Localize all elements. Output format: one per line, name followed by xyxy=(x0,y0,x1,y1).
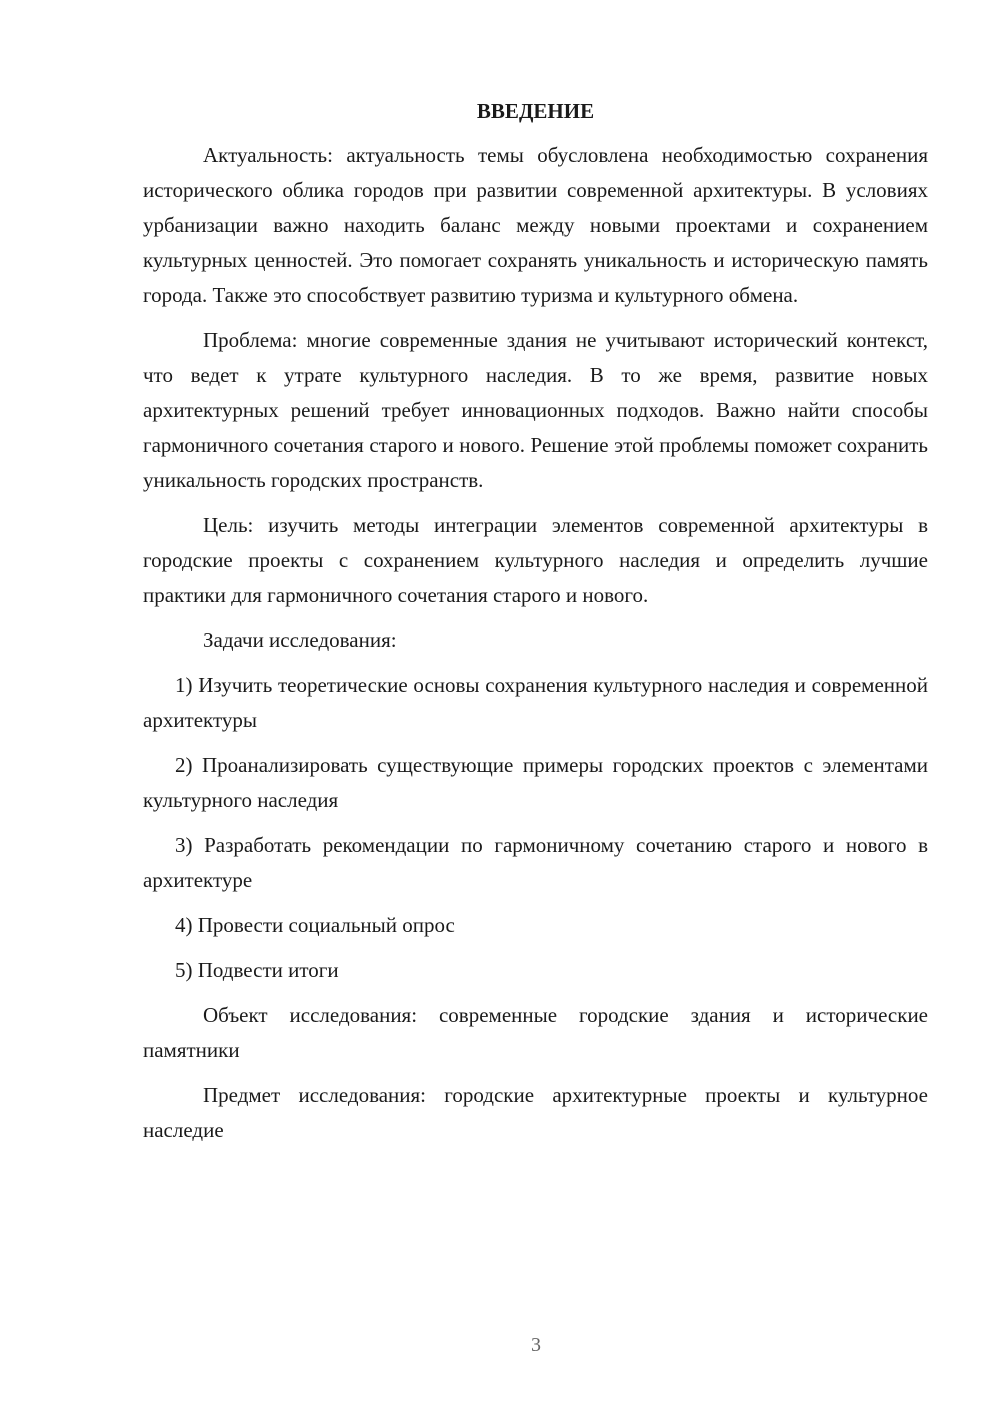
task-item: 3) Разработать рекомендации по гармоничному сочетанию старого и нового в архитектуре xyxy=(143,833,928,892)
goal-paragraph: Цель: изучить методы интеграции элементов современной архитектуры в городские проекты с сохранением культурного наследия и определить лучшие практики для гармоничного сочетания старого и нового. xyxy=(143,513,928,607)
tasks-heading: Задачи исследования: xyxy=(203,628,397,652)
page-number: 3 xyxy=(531,1334,541,1356)
page-title: ВВЕДЕНИЕ xyxy=(476,99,595,123)
task-item: 2) Проанализировать существующие примеры городских проектов с элементами культурного наследия xyxy=(143,753,928,812)
task-item: 1) Изучить теоретические основы сохранения культурного наследия и современной архитектуры xyxy=(143,673,928,732)
research-object-paragraph: Объект исследования: современные городские здания и исторические памятники xyxy=(143,1003,928,1062)
page-content xyxy=(143,96,928,1158)
problem-paragraph: Проблема: многие современные здания не учитывают исторический контекст, что ведет к утрате культурного наследия. В то же время, развитие новых архитектурных решений требует инновационных подходов. Важно найти способы гармоничного сочетания старого и нового. Решение этой проблемы поможет сохранить уникальность городских пространств. xyxy=(143,328,928,492)
task-item: 5) Подвести итоги xyxy=(175,958,339,982)
task-item: 4) Провести социальный опрос xyxy=(175,913,455,937)
relevance-paragraph: Актуальность: актуальность темы обусловлена необходимостью сохранения исторического облика городов при развитии современной архитектуры. В условиях урбанизации важно находить баланс между новыми проектами и сохранением культурных ценностей. Это помогает сохранять уникальность и историческую память города. Также это способствует развитию туризма и культурного обмена. xyxy=(143,143,928,307)
research-subject-paragraph: Предмет исследования: городские архитектурные проекты и культурное наследие xyxy=(143,1083,928,1142)
